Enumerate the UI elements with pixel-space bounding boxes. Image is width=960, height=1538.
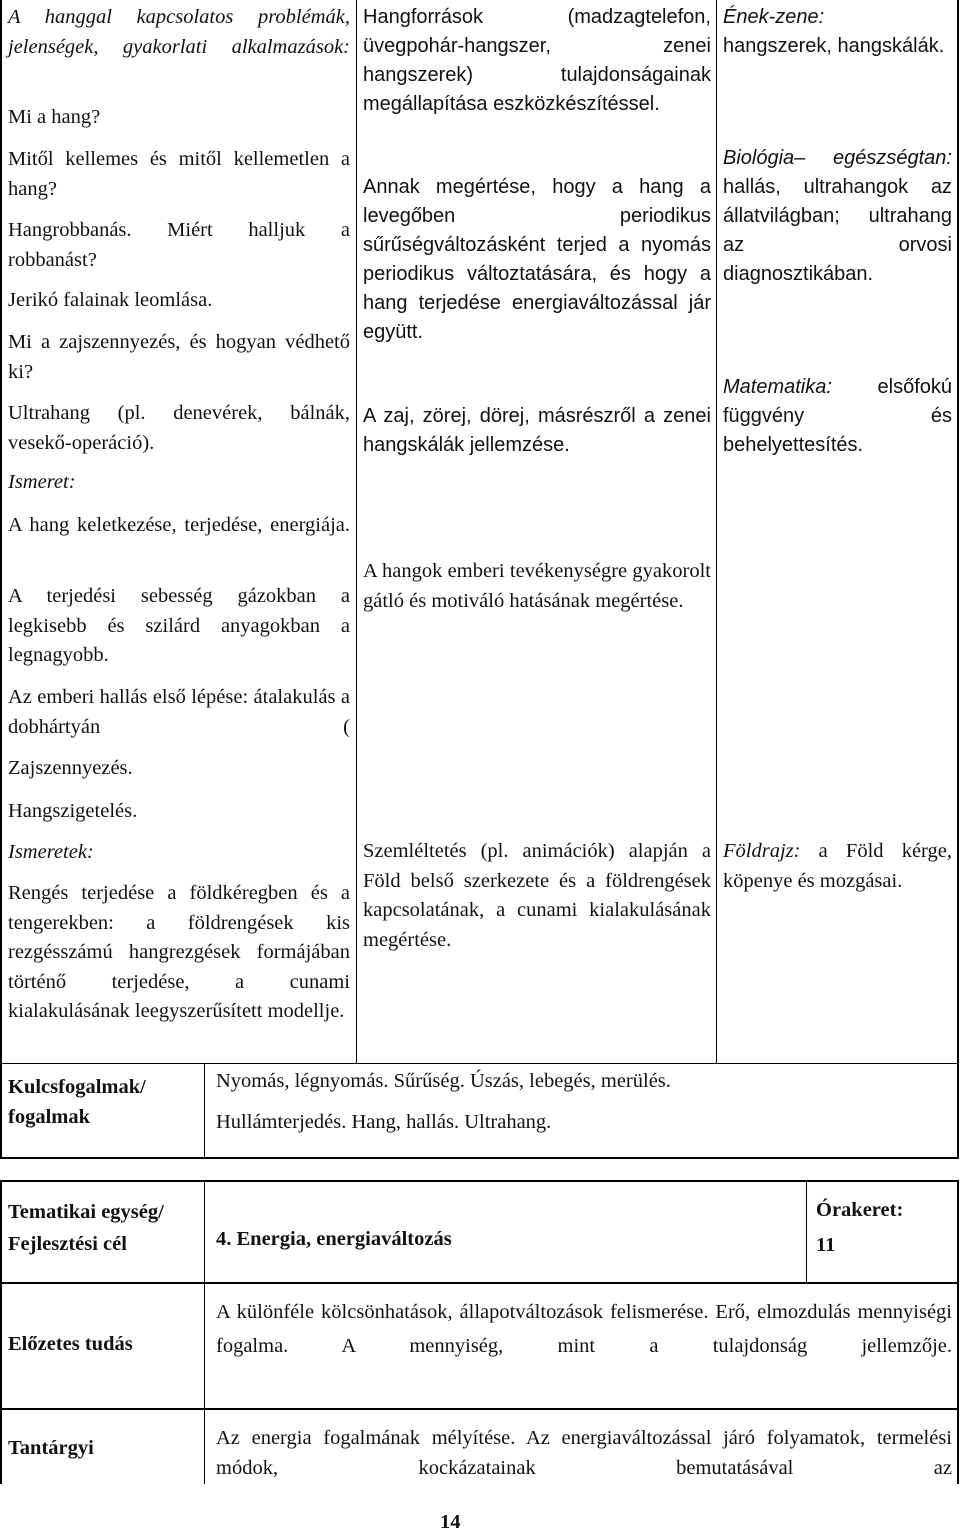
col1-knowledge: Rengés terjedése a földkéregben és a tengerekben: a földrengések kis rezgésszámú hangrezgések formájában történő terjedése, a cunami kialakulásának leegyszerűsített modellje.: [8, 882, 350, 1022]
table2-row-divider: [0, 1282, 959, 1284]
table2-row-divider: [0, 1408, 959, 1410]
ismeret-label: Ismeret:: [8, 471, 76, 493]
col2-activity: Szemléltetés (pl. animációk) alapján a Föld belső szerkezete és a földrengések kapcsolatának, a cunami kialakulásának megértése.: [363, 840, 711, 951]
ismeretek-label: Ismeretek:: [8, 841, 94, 863]
col3-link: [723, 837, 952, 896]
col2-activity: A hangok emberi tevékenységre gyakorolt gátló és motiváló hatásának megértése.: [363, 560, 711, 612]
matematika-text: elsőfokú függvény és behelyettesítés.: [723, 376, 952, 456]
table2-orakeret-divider: [806, 1180, 807, 1283]
col3-link: [723, 373, 952, 460]
col2-activity: A zaj, zörej, dörej, másrészről a zenei hangskálák jellemzése.: [363, 405, 711, 456]
col1-knowledge: Az emberi hallás első lépése: átalakulás a dobhártyán (: [8, 686, 350, 738]
tematikai-label: Tematikai egység/ Fejlesztési cél: [8, 1201, 164, 1255]
table2-border-left: [0, 1180, 2, 1484]
orakeret-value: 11: [816, 1234, 836, 1256]
col1-knowledge: A hang keletkezése, terjedése, energiája.: [8, 514, 350, 536]
matematika-label: Matematika:: [723, 376, 832, 398]
col1-question: Jerikó falainak leomlása.: [8, 289, 213, 311]
table2-col-divider: [204, 1180, 205, 1484]
kulcs-divider: [204, 1063, 205, 1158]
tantargyi-text: Az energia fogalmának mélyítése. Az energiaváltozással járó folyamatok, termelési módok, kockázatainak bemutatásával az: [216, 1427, 952, 1479]
elozetes-label: Előzetes tudás: [8, 1333, 133, 1355]
col1-knowledge: Zajszennyezés.: [8, 757, 133, 779]
col1-question: Mi a hang?: [8, 106, 101, 128]
foldrajz-text: a Föld kérge, köpenye és mozgásai.: [723, 840, 952, 892]
col2-activity: Hangforrások (madzagtelefon, üvegpohár-hangszer, zenei hangszerek) tulajdonságainak megállapítása eszközkészítéssel.: [363, 6, 711, 115]
orakeret-label: Órakeret:: [816, 1199, 904, 1221]
foldrajz-label: Földrajz:: [723, 840, 801, 862]
tantargyi-label: Tantárgyi: [8, 1437, 94, 1459]
table-border-bottom: [0, 1157, 959, 1159]
unit-title: 4. Energia, energiaváltozás: [216, 1228, 452, 1250]
col3-link: [723, 3, 952, 61]
col1-question: Ultrahang (pl. denevérek, bálnák, vesekő-operáció).: [8, 402, 350, 454]
kulcsfogalmak-line: Nyomás, légnyomás. Sűrűség. Úszás, lebegés, merülés.: [216, 1070, 671, 1092]
kulcs-right-border: [957, 1063, 959, 1158]
col1-question: Mitől kellemes és mitől kellemetlen a hang?: [8, 148, 350, 200]
ek-zene-label: Ének-zene:: [723, 6, 825, 28]
page-number: 14: [440, 1511, 461, 1533]
col3-link: [723, 144, 952, 289]
ek-zene-text: hangszerek, hangskálák.: [723, 35, 945, 57]
kulcsfogalmak-label: Kulcsfogalmak/ fogalmak: [8, 1076, 146, 1128]
col1-knowledge: Hangszigetelés.: [8, 800, 138, 822]
table-border-right: [957, 0, 959, 1064]
biologia-text: hallás, ultrahangok az állatvilágban; ultrahang az orvosi diagnosztikában.: [723, 176, 952, 285]
col1-heading: A hanggal kapcsolatos problémák, jelenségek, gyakorlati alkalmazások:: [8, 6, 350, 58]
kulcsfogalmak-line: Hullámterjedés. Hang, hallás. Ultrahang.: [216, 1111, 552, 1133]
col-divider-2: [716, 0, 717, 1064]
table2-border-right: [957, 1180, 959, 1484]
table-border-left: [0, 0, 2, 1064]
elozetes-text: A különféle kölcsönhatások, állapotváltozások felismerése. Erő, elmozdulás mennyiségi fogalma. A mennyiség, mint a tulajdonság jellemzője.: [216, 1301, 952, 1357]
table2-border-top: [0, 1180, 959, 1182]
col2-activity: Annak megértése, hogy a hang a levegőben periodikus sűrűségváltozásként terjed a nyomás periodikus változtatására, és hogy a hang terjedése energiaváltozással jár együtt.: [363, 176, 711, 343]
col-divider-1: [356, 0, 357, 1064]
col1-question: Hangrobbanás. Miért halljuk a robbanást?: [8, 219, 350, 271]
col1-knowledge: A terjedési sebesség gázokban a legkisebb és szilárd anyagokban a legnagyobb.: [8, 585, 350, 666]
biologia-label: Biológia– egészségtan:: [723, 147, 952, 169]
kulcs-left-border: [0, 1063, 2, 1158]
row-divider-kulcs-top: [0, 1063, 959, 1064]
col1-question: Mi a zajszennyezés, és hogyan védhető ki?: [8, 331, 350, 383]
